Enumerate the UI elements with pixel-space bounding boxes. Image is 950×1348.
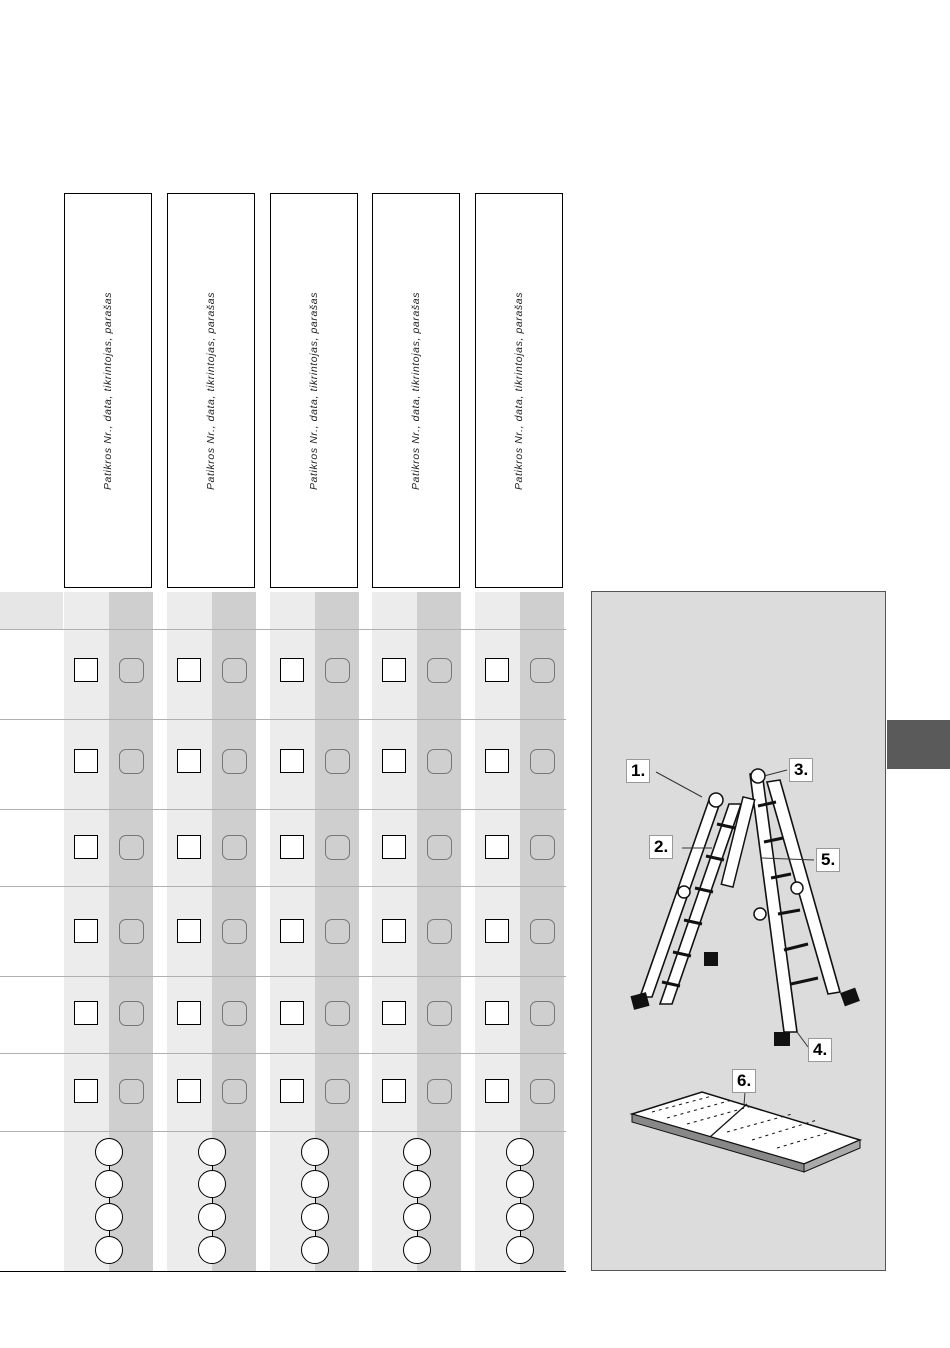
checkbox-pass[interactable] <box>280 919 304 943</box>
checkbox-pass[interactable] <box>382 658 406 682</box>
row-divider <box>0 1131 566 1132</box>
checkbox-fail[interactable] <box>530 835 555 860</box>
checkbox-pass[interactable] <box>74 749 98 773</box>
callout-5: 5. <box>816 848 840 872</box>
inspection-circle[interactable] <box>403 1138 431 1166</box>
grid-bottom-line <box>0 1271 566 1272</box>
checkbox-pass[interactable] <box>74 835 98 859</box>
checkbox-fail[interactable] <box>119 658 144 683</box>
callout-4: 4. <box>808 1038 832 1062</box>
checkbox-pass[interactable] <box>280 1001 304 1025</box>
row-divider <box>0 976 566 977</box>
inspection-circle[interactable] <box>198 1236 226 1264</box>
row-divider <box>0 886 566 887</box>
checkbox-pass[interactable] <box>485 919 509 943</box>
signature-box-4[interactable] <box>372 193 460 588</box>
checkbox-pass[interactable] <box>177 1079 201 1103</box>
inspection-circle[interactable] <box>403 1203 431 1231</box>
checkbox-pass[interactable] <box>382 1079 406 1103</box>
inspection-circle[interactable] <box>301 1138 329 1166</box>
inspection-circle[interactable] <box>301 1203 329 1231</box>
checkbox-fail[interactable] <box>222 1001 247 1026</box>
inspection-circle[interactable] <box>506 1138 534 1166</box>
checkbox-pass[interactable] <box>280 658 304 682</box>
checkbox-pass[interactable] <box>485 835 509 859</box>
checkbox-fail[interactable] <box>427 919 452 944</box>
checkbox-pass[interactable] <box>485 749 509 773</box>
row-divider <box>0 809 566 810</box>
checkbox-fail[interactable] <box>222 658 247 683</box>
callout-3: 3. <box>789 758 813 782</box>
checkbox-pass[interactable] <box>74 1001 98 1025</box>
inspection-circle[interactable] <box>506 1203 534 1231</box>
checkbox-pass[interactable] <box>280 835 304 859</box>
checkbox-fail[interactable] <box>222 1079 247 1104</box>
callout-1: 1. <box>626 759 650 783</box>
checkbox-fail[interactable] <box>325 749 350 774</box>
checkbox-pass[interactable] <box>177 749 201 773</box>
callout-2: 2. <box>649 835 673 859</box>
checkbox-fail[interactable] <box>222 919 247 944</box>
inspection-circle[interactable] <box>95 1203 123 1231</box>
signature-caption: Patikros Nr., data, tikrintojas, parašas <box>513 291 525 490</box>
checkbox-pass[interactable] <box>485 1079 509 1103</box>
signature-caption: Patikros Nr., data, tikrintojas, parašas <box>102 291 114 490</box>
checkbox-fail[interactable] <box>325 835 350 860</box>
checkbox-pass[interactable] <box>382 1001 406 1025</box>
checkbox-fail[interactable] <box>530 658 555 683</box>
row-divider <box>0 719 566 720</box>
inspection-circle[interactable] <box>198 1170 226 1198</box>
inspection-circle[interactable] <box>403 1170 431 1198</box>
checkbox-fail[interactable] <box>119 919 144 944</box>
checkbox-fail[interactable] <box>530 1001 555 1026</box>
signature-caption: Patikros Nr., data, tikrintojas, parašas <box>308 291 320 490</box>
checkbox-fail[interactable] <box>325 1079 350 1104</box>
checkbox-fail[interactable] <box>325 919 350 944</box>
inspection-circle[interactable] <box>301 1236 329 1264</box>
checkbox-fail[interactable] <box>119 1001 144 1026</box>
checkbox-fail[interactable] <box>530 749 555 774</box>
checkbox-fail[interactable] <box>427 658 452 683</box>
callout-6: 6. <box>732 1069 756 1093</box>
checkbox-pass[interactable] <box>177 658 201 682</box>
checkbox-fail[interactable] <box>427 835 452 860</box>
checkbox-fail[interactable] <box>119 835 144 860</box>
signature-caption: Patikros Nr., data, tikrintojas, parašas <box>410 291 422 490</box>
checkbox-fail[interactable] <box>222 835 247 860</box>
inspection-circle[interactable] <box>95 1236 123 1264</box>
row-divider <box>0 1053 566 1054</box>
section-tab <box>887 720 950 769</box>
checkbox-fail[interactable] <box>427 1001 452 1026</box>
checkbox-pass[interactable] <box>485 658 509 682</box>
checkbox-fail[interactable] <box>119 1079 144 1104</box>
checkbox-pass[interactable] <box>177 835 201 859</box>
inspection-circle[interactable] <box>301 1170 329 1198</box>
checkbox-fail[interactable] <box>325 1001 350 1026</box>
signature-box-1[interactable] <box>64 193 152 588</box>
checkbox-fail[interactable] <box>427 749 452 774</box>
checkbox-pass[interactable] <box>74 919 98 943</box>
inspection-circle[interactable] <box>506 1170 534 1198</box>
signature-box-3[interactable] <box>270 193 358 588</box>
checkbox-pass[interactable] <box>382 749 406 773</box>
checkbox-pass[interactable] <box>485 1001 509 1025</box>
checkbox-fail[interactable] <box>222 749 247 774</box>
checkbox-fail[interactable] <box>530 919 555 944</box>
inspection-circle[interactable] <box>198 1203 226 1231</box>
checkbox-pass[interactable] <box>177 919 201 943</box>
platform-board-illustration <box>592 592 887 1272</box>
checkbox-fail[interactable] <box>119 749 144 774</box>
checkbox-pass[interactable] <box>74 658 98 682</box>
checkbox-pass[interactable] <box>280 749 304 773</box>
checkbox-fail[interactable] <box>325 658 350 683</box>
checkbox-pass[interactable] <box>280 1079 304 1103</box>
signature-box-2[interactable] <box>167 193 255 588</box>
checkbox-fail[interactable] <box>427 1079 452 1104</box>
checkbox-pass[interactable] <box>74 1079 98 1103</box>
checkbox-pass[interactable] <box>382 835 406 859</box>
checkbox-fail[interactable] <box>530 1079 555 1104</box>
inspection-circle[interactable] <box>198 1138 226 1166</box>
label-column-header <box>0 592 63 629</box>
inspection-circle[interactable] <box>95 1138 123 1166</box>
signature-box-5[interactable] <box>475 193 563 588</box>
signature-caption: Patikros Nr., data, tikrintojas, parašas <box>205 291 217 490</box>
figure-panel <box>591 591 886 1271</box>
inspection-circle[interactable] <box>95 1170 123 1198</box>
checkbox-pass[interactable] <box>177 1001 201 1025</box>
row-divider <box>0 629 566 630</box>
inspection-circle[interactable] <box>506 1236 534 1264</box>
inspection-circle[interactable] <box>403 1236 431 1264</box>
checkbox-pass[interactable] <box>382 919 406 943</box>
